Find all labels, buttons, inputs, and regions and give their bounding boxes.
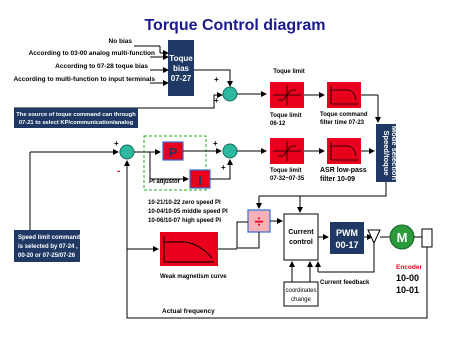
high-speed-pi: 10-06/10-07 high speed PI: [148, 218, 222, 224]
speed-limit-note-line2: is selected by 07-24 ,: [18, 244, 78, 250]
encoder-param2: 10-01: [396, 285, 420, 295]
diagram-title: Torque Control diagram: [144, 17, 326, 34]
actual-frequency-label: Actual frequency: [162, 308, 215, 315]
toque-limit-0732-line2: 07-32~07-35: [270, 176, 305, 182]
plus-sign-speed: +: [114, 139, 119, 148]
speed-limit-note-line1: Speed limit command: [18, 235, 81, 241]
speed-limit-note-line3: 00-20 or 07-25/07-26: [18, 253, 76, 259]
bias-input-analog: According to 03-00 analog multi-function: [28, 50, 155, 57]
toque-cmd-filter-line1: Toque command: [320, 112, 368, 118]
pi-adjustor-label: PI adjustor: [149, 179, 181, 185]
speed-mode-line1: Speed/toque: [382, 130, 391, 176]
bias-input-toque-bias: According to 07-28 toque bias: [55, 63, 148, 70]
asr-filter-line1: ASR low-pass: [320, 167, 367, 174]
current-control-block: [284, 214, 318, 260]
sum-junction-top: [223, 87, 237, 101]
weak-magnetism-label: Weak magnetism curve: [160, 274, 227, 280]
source-note-line2: 07-21 to select KP/communication/analog: [18, 120, 134, 126]
toque-limit-0612-line2: 06-12: [270, 121, 286, 127]
i-block-label: I: [198, 173, 202, 188]
minus-sign-speed: -: [117, 166, 121, 177]
encoder-param1: 10-00: [396, 273, 420, 283]
current-feedback-label: Current feedback: [320, 280, 370, 286]
pwm-line2: 00-17: [335, 240, 359, 250]
current-control-line1: Current: [288, 229, 314, 236]
toque-limit-top-label: Toque limit: [273, 69, 305, 75]
p-block-label: P: [168, 145, 178, 160]
plus-sign-top1: +: [214, 75, 219, 84]
middle-speed-pi: 10-04/10-05 middle speed PI: [148, 209, 228, 215]
plus-sign-pi1: +: [213, 139, 218, 148]
toque-limit-0732-line1: Toque limit: [270, 168, 302, 174]
toque-limit-0612-line1: Toque limit: [270, 113, 302, 119]
bias-input-no-bias: No bias: [108, 38, 132, 45]
current-control-line2: control: [289, 239, 313, 246]
encoder-block: [422, 229, 432, 247]
divide-block-label: ÷: [254, 214, 264, 231]
motor-label: M: [396, 230, 408, 245]
speed-mode-line2: Mode selection: [390, 125, 399, 181]
plus-sign-top2: +: [214, 96, 219, 105]
toque-cmd-filter-line2: filter time 07-23: [320, 120, 365, 126]
coordinates-line2: change: [291, 297, 311, 303]
toque-bias-line2: bias: [172, 64, 190, 73]
asr-filter-line2: filter 10-09: [320, 176, 356, 183]
plus-sign-pi2: +: [221, 163, 226, 172]
source-note-line1: The source of toque command can through: [16, 112, 136, 118]
sum-junction-speed: [120, 145, 134, 159]
zero-speed-pi: 10-21/10-22 zero speed PI: [148, 200, 221, 206]
weak-magnetism-block: [160, 232, 218, 266]
toque-bias-line1: Toque: [169, 54, 193, 63]
sum-junction-pi: [223, 144, 237, 158]
toque-bias-line3: 07-27: [170, 74, 192, 83]
pwm-line1: PWM: [336, 228, 358, 238]
bias-input-terminals: According to multi-function to input terminals: [13, 76, 155, 83]
coordinates-line1: coordinates: [285, 288, 317, 294]
encoder-label: Encoder: [396, 264, 423, 271]
